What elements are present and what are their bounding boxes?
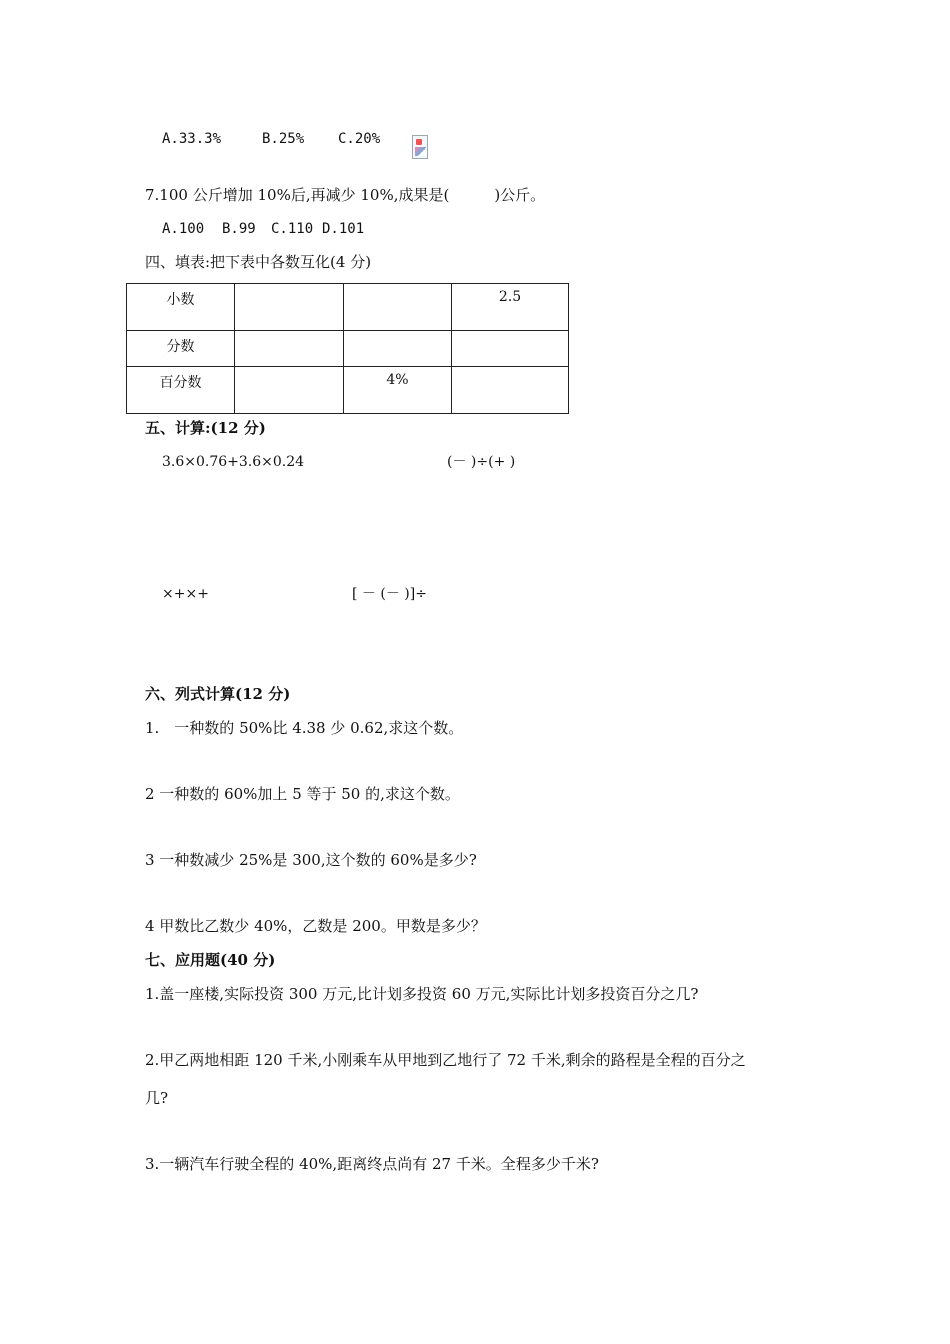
section7-q2-line2: 几? [145, 1089, 169, 1107]
table-cell: 小数 [127, 284, 235, 331]
calc-expr-4: [ － (－ )]÷ [352, 586, 427, 602]
table-cell: 2.5 [452, 284, 569, 331]
q7-option-b: B.99 [222, 221, 256, 237]
section4-title: 四、填表:把下表中各数互化(4 分) [145, 253, 372, 271]
calc-expr-2: (－ )÷(+ ) [447, 454, 516, 470]
table-cell [235, 284, 344, 331]
q7-option-d: D.101 [322, 221, 365, 237]
section6-q3: 3 一种数减少 25%是 300,这个数的 60%是多少? [145, 851, 477, 869]
table-cell [452, 367, 569, 414]
section6-q2: 2 一种数的 60%加上 5 等于 50 的,求这个数。 [145, 785, 460, 803]
table-row [127, 284, 569, 331]
table-cell [235, 331, 344, 367]
table-cell [344, 284, 452, 331]
q7-question: 7.100 公斤增加 10%后,再减少 10%,成果是( )公斤。 [145, 186, 546, 204]
section6-q1: 1. 一种数的 50%比 4.38 少 0.62,求这个数。 [145, 719, 464, 737]
table-cell [452, 331, 569, 367]
table-cell: 4% [344, 367, 452, 414]
table-cell: 分数 [127, 331, 235, 367]
section7-q1: 1.盖一座楼,实际投资 300 万元,比计划多投资 60 万元,实际比计划多投资百分之几? [145, 985, 699, 1003]
section7-q2-line1: 2.甲乙两地相距 120 千米,小刚乘车从甲地到乙地行了 72 千米,剩余的路程是全程的百分之 [145, 1051, 746, 1069]
q7-option-c: C.110 [271, 221, 314, 237]
table-cell: 百分数 [127, 367, 235, 414]
section7-title: 七、应用题(40 分) [145, 951, 276, 969]
table-cell [344, 331, 452, 367]
calc-expr-1: 3.6×0.76+3.6×0.24 [162, 454, 305, 470]
picture-icon [412, 135, 428, 159]
section6-q4: 4 甲数比乙数少 40%，乙数是 200。甲数是多少？ [145, 917, 486, 935]
table-cell [235, 367, 344, 414]
q6-option-a: A.33.3% [162, 131, 222, 147]
q7-option-a: A.100 [162, 221, 205, 237]
section6-title: 六、列式计算(12 分) [145, 685, 291, 703]
calc-expr-3: ×+×+ [162, 586, 209, 602]
conversion-table [126, 283, 569, 414]
q6-option-b: B.25% [262, 131, 305, 147]
table-row [127, 367, 569, 414]
section7-q3: 3.一辆汽车行驶全程的 40%,距离终点尚有 27 千米。全程多少千米? [145, 1155, 599, 1173]
section5-title: 五、计算:(12 分) [145, 419, 266, 437]
q6-option-c: C.20% [338, 131, 381, 147]
table-row [127, 331, 569, 367]
